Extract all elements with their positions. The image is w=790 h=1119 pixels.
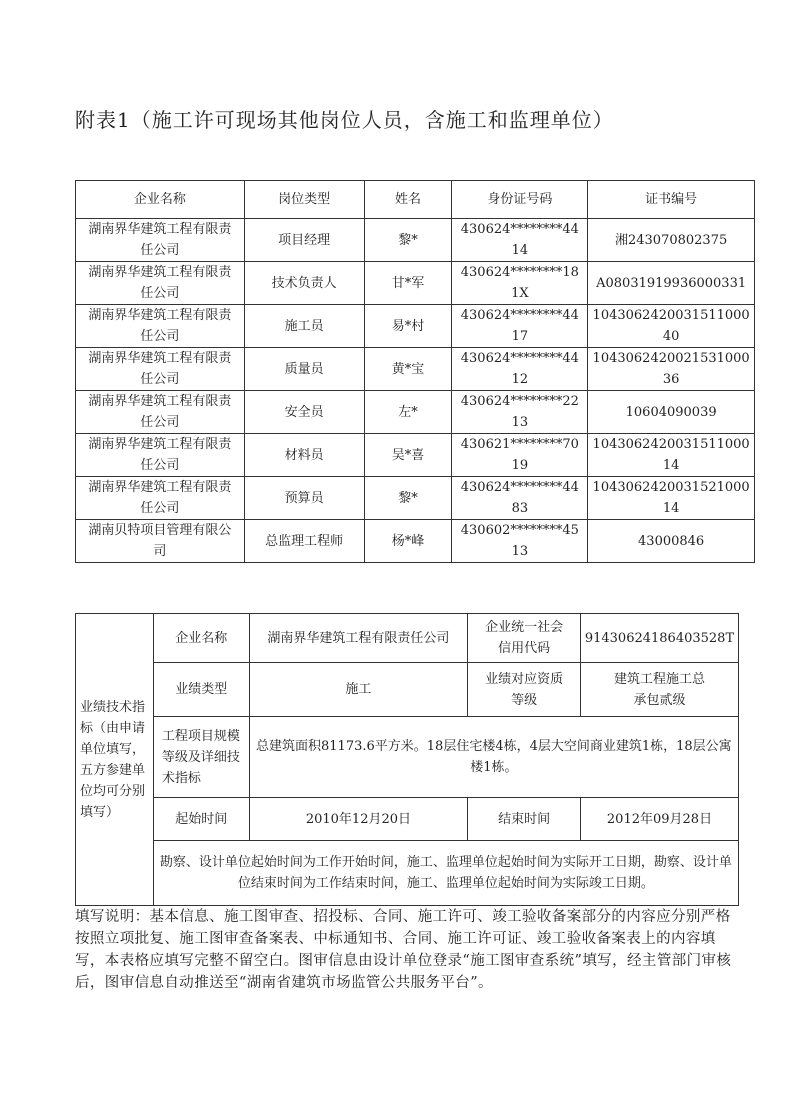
table-cell: A08031919936000331 xyxy=(588,262,755,305)
table-cell: 104306242003151100040 xyxy=(588,305,755,348)
personnel-table xyxy=(75,180,755,563)
table-row xyxy=(76,477,755,520)
table-cell: 430602********4513 xyxy=(452,520,588,563)
table-row xyxy=(76,520,755,563)
table-cell: 104306242002153100036 xyxy=(588,348,755,391)
header-row xyxy=(76,181,755,219)
column-header: 企业名称 xyxy=(76,181,245,219)
end-label: 结束时间 xyxy=(468,798,581,841)
table-cell: 质量员 xyxy=(244,348,364,391)
table-row xyxy=(76,219,755,262)
table-cell: 430624********181X xyxy=(452,262,588,305)
fill-instructions: 填写说明：基本信息、施工图审查、招投标、合同、施工许可、竣工验收备案部分的内容应分别严格按照立项批复、施工图审查备案表、中标通知书、合同、施工许可证、竣工验收备案表上的内容填写，本表格应填写完整不留空白。图审信息由设计单位登录“施工图审查系统”填写，经主管部门审核后，图审信息自动推送至“湖南省建筑市场监管公共服务平台”。 xyxy=(75,909,732,991)
table-cell: 湖南界华建筑工程有限责任公司 xyxy=(76,348,245,391)
scale-value: 总建筑面积81173.6平方米。18层住宅楼4栋，4层大空间商业建筑1栋，18层公寓楼1栋。 xyxy=(249,717,738,798)
table-cell: 湖南界华建筑工程有限责任公司 xyxy=(76,305,245,348)
table-cell: 430624********4412 xyxy=(452,348,588,391)
time-note: 勘察、设计单位起始时间为工作开始时间，施工、监理单位起始时间为实际开工日期，勘察、设计单位结束时间为工作结束时间，施工、监理单位起始时间为实际竣工日期。 xyxy=(153,841,738,906)
column-header: 身份证号码 xyxy=(452,181,588,219)
table-cell: 湖南界华建筑工程有限责任公司 xyxy=(76,477,245,520)
table-row xyxy=(76,262,755,305)
table-cell: 湖南贝特项目管理有限公司 xyxy=(76,520,245,563)
table-cell: 湖南界华建筑工程有限责任公司 xyxy=(76,219,245,262)
table-cell: 104306242003152100014 xyxy=(588,477,755,520)
table-cell: 吴*喜 xyxy=(364,434,452,477)
column-header: 证书编号 xyxy=(588,181,755,219)
qual-label: 业绩对应资质等级 xyxy=(468,663,581,717)
type-label: 业绩类型 xyxy=(153,663,249,717)
table-cell: 湖南界华建筑工程有限责任公司 xyxy=(76,391,245,434)
table-cell: 43000846 xyxy=(588,520,755,563)
table-cell: 施工员 xyxy=(244,305,364,348)
scale-label: 工程项目规模等级及详细技术指标 xyxy=(153,717,249,798)
start-value: 2010年12月20日 xyxy=(249,798,468,841)
credit-value: 91430624186403528T xyxy=(580,614,738,663)
table-cell: 预算员 xyxy=(244,477,364,520)
table-cell: 总监理工程师 xyxy=(244,520,364,563)
qual-value: 建筑工程施工总承包贰级 xyxy=(580,663,738,717)
table-cell: 黎* xyxy=(364,477,452,520)
table-row xyxy=(76,305,755,348)
type-value: 施工 xyxy=(249,663,468,717)
table-row xyxy=(76,391,755,434)
company-label: 企业名称 xyxy=(153,614,249,663)
table-cell: 甘*军 xyxy=(364,262,452,305)
table-cell: 430621********7019 xyxy=(452,434,588,477)
table-cell: 项目经理 xyxy=(244,219,364,262)
company-value: 湖南界华建筑工程有限责任公司 xyxy=(249,614,468,663)
column-header: 岗位类型 xyxy=(244,181,364,219)
table-cell: 湖南界华建筑工程有限责任公司 xyxy=(76,262,245,305)
start-label: 起始时间 xyxy=(153,798,249,841)
table-cell: 技术负责人 xyxy=(244,262,364,305)
page-title: 附表1（施工许可现场其他岗位人员，含施工和监理单位） xyxy=(75,108,614,132)
performance-table xyxy=(75,613,739,906)
table-cell: 安全员 xyxy=(244,391,364,434)
table-cell: 杨*峰 xyxy=(364,520,452,563)
table-cell: 易*村 xyxy=(364,305,452,348)
table-cell: 430624********4414 xyxy=(452,219,588,262)
end-value: 2012年09月28日 xyxy=(580,798,738,841)
table-cell: 430624********2213 xyxy=(452,391,588,434)
table-cell: 黄*宝 xyxy=(364,348,452,391)
table-cell: 104306242003151100014 xyxy=(588,434,755,477)
side-label: 业绩技术指标（由申请单位填写，五方参建单位均可分别填写） xyxy=(76,614,154,906)
table-row xyxy=(76,434,755,477)
table-cell: 430624********4417 xyxy=(452,305,588,348)
table-cell: 湘243070802375 xyxy=(588,219,755,262)
credit-label: 企业统一社会信用代码 xyxy=(468,614,581,663)
table-cell: 湖南界华建筑工程有限责任公司 xyxy=(76,434,245,477)
table-cell: 黎* xyxy=(364,219,452,262)
table-cell: 430624********4483 xyxy=(452,477,588,520)
column-header: 姓名 xyxy=(364,181,452,219)
table-cell: 左* xyxy=(364,391,452,434)
table-cell: 10604090039 xyxy=(588,391,755,434)
table-cell: 材料员 xyxy=(244,434,364,477)
table-row xyxy=(76,348,755,391)
